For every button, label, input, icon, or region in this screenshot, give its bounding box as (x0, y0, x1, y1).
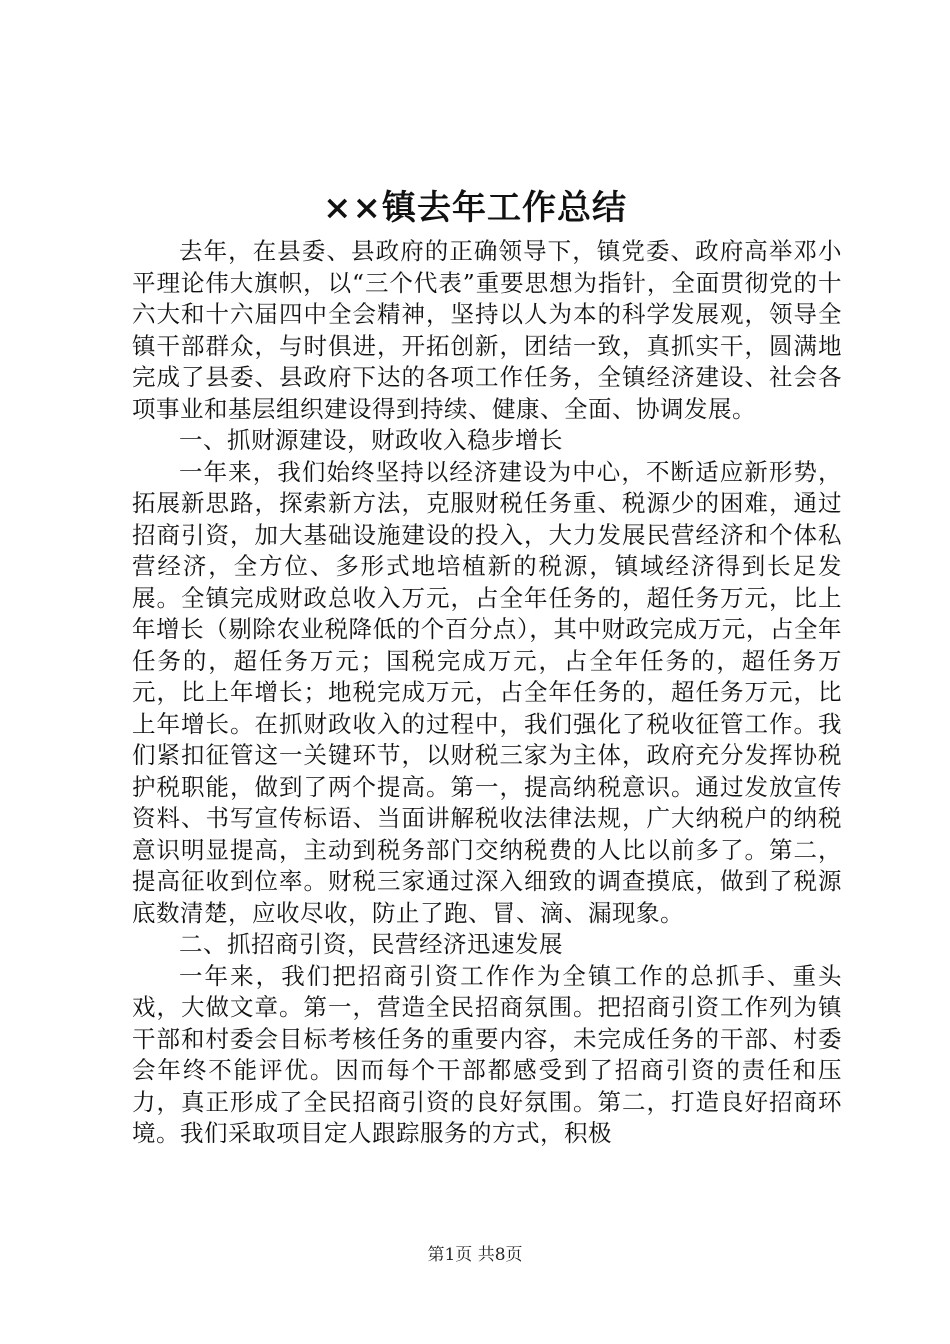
section-2-paragraph: 一年来，我们把招商引资工作作为全镇工作的总抓手、重头戏，大做文章。第一，营造全民招商氛围。把招商引资工作列为镇干部和村委会目标考核任务的重要内容，未完成任务的干部、村委会年终不能评优。因而每个干部都感受到了招商引资的责任和压力，真正形成了全民招商引资的良好氛围。第二，打造良好招商环境。我们采取项目定人跟踪服务的方式，积极 (132, 961, 842, 1147)
intro-paragraph: 去年，在县委、县政府的正确领导下，镇党委、政府高举邓小平理论伟大旗帜，以“三个代表”重要思想为指针，全面贯彻党的十六大和十六届四中全会精神，坚持以人为本的科学发展观，领导全镇干部群众，与时俱进，开拓创新，团结一致，真抓实干，圆满地完成了县委、县政府下达的各项工作任务，全镇经济建设、社会各项事业和基层组织建设得到持续、健康、全面、协调发展。 (132, 237, 842, 423)
section-heading-2: 二、抓招商引资，民营经济迅速发展 (179, 930, 563, 958)
section-1-paragraph: 一年来，我们始终坚持以经济建设为中心，不断适应新形势，拓展新思路，探索新方法，克服财税任务重、税源少的困难，通过招商引资，加大基础设施建设的投入，大力发展民营经济和个体私营经济，全方位、多形式地培植新的税源，镇域经济得到长足发展。全镇完成财政总收入万元，占全年任务的，超任务万元，比上年增长（剔除农业税降低的个百分点），其中财政完成万元，占全年任务的，超任务万元；国税完成万元，占全年任务的，超任务万元，比上年增长；地税完成万元，占全年任务的，超任务万元，比上年增长。在抓财政收入的过程中，我们强化了税收征管工作。我们紧扣征管这一关键环节，以财税三家为主体，政府充分发挥协税护税职能，做到了两个提高。第一，提高纳税意识。通过发放宣传资料、书写宣传标语、当面讲解税收法律法规，广大纳税户的纳税意识明显提高，主动到税务部门交纳税费的人比以前多了。第二，提高征收到位率。财税三家通过深入细致的调查摸底，做到了税源底数清楚，应收尽收，防止了跑、冒、滴、漏现象。 (132, 457, 842, 927)
document-body (132, 236, 842, 1150)
document-title: ××镇去年工作总结 (323, 188, 627, 228)
page-number-footer: 第1页 共8页 (427, 1245, 523, 1265)
section-heading-1: 一、抓财源建设，财政收入稳步增长 (179, 426, 563, 454)
